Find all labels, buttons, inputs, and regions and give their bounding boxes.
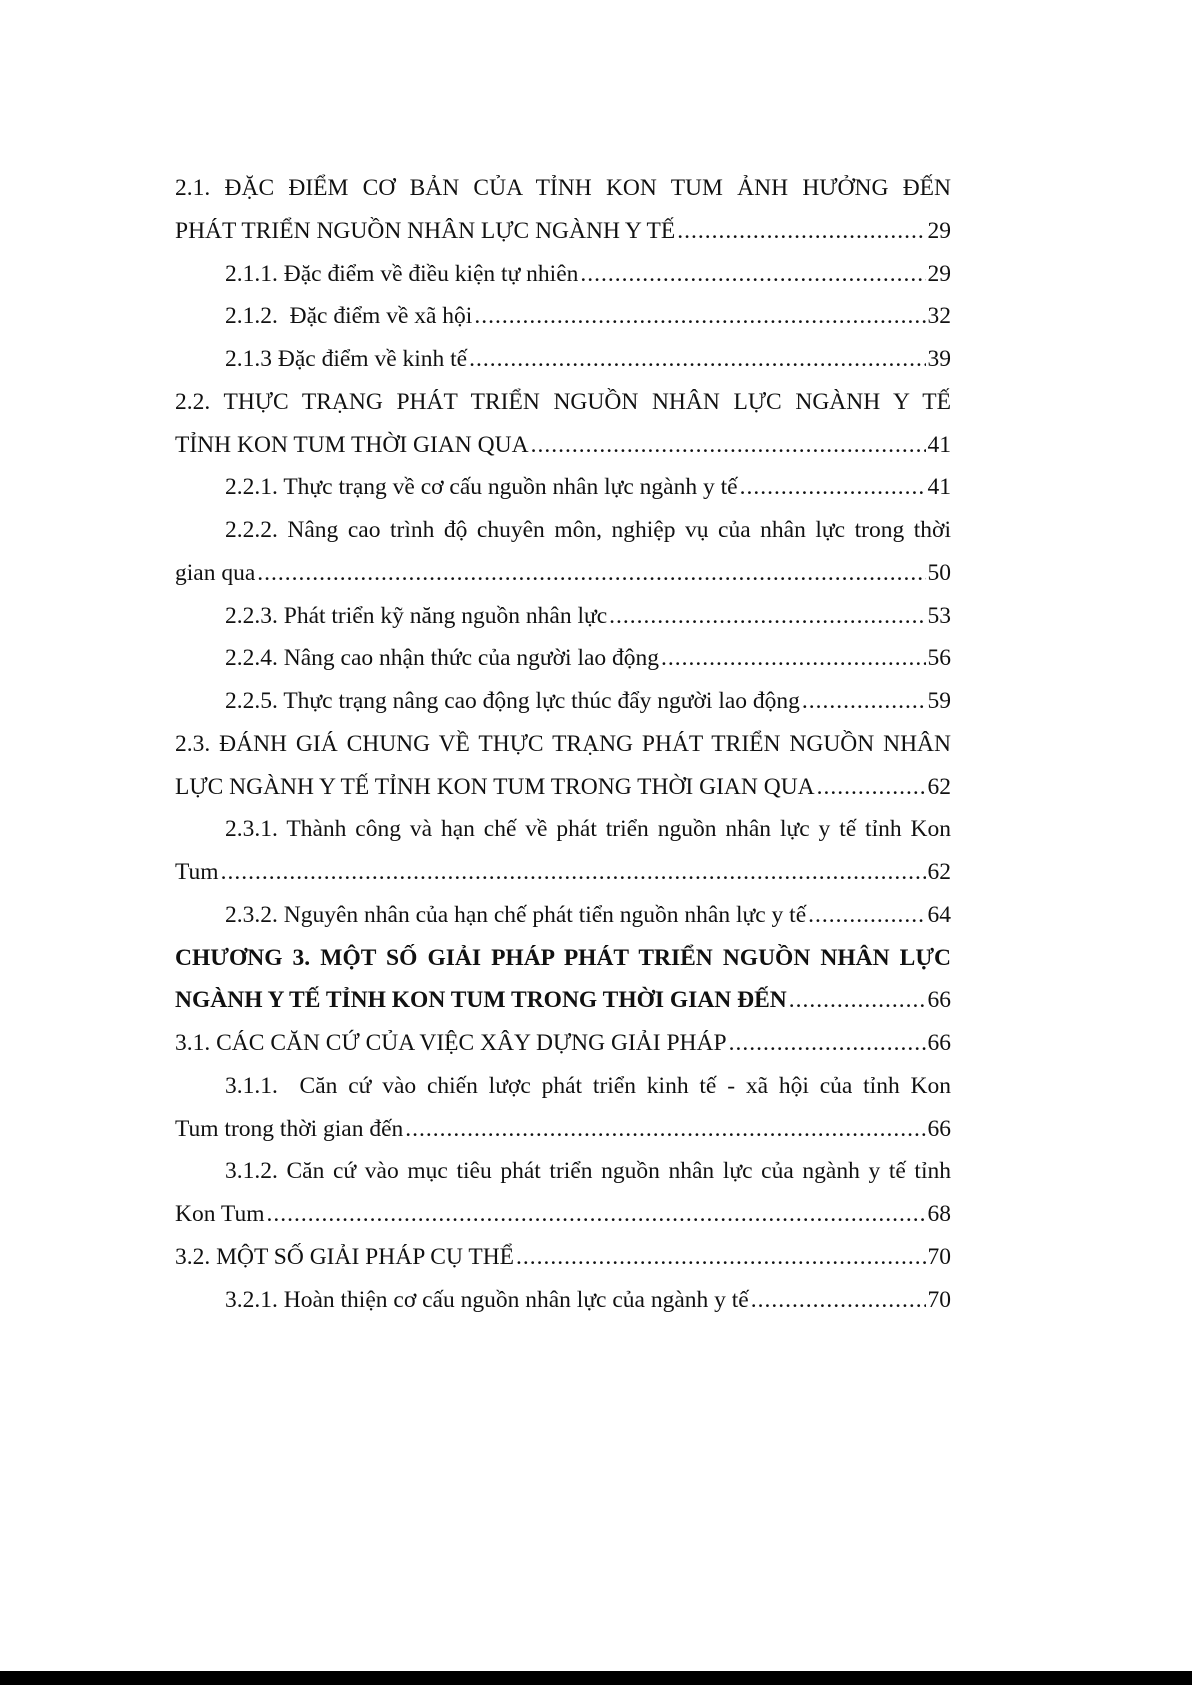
toc-entry-title: 2.2.5. Thực trạng nâng cao động lực thúc đẩy người lao động xyxy=(225,688,800,714)
toc-entry-title: 2.2.3. Phát triển kỹ năng nguồn nhân lực xyxy=(225,602,608,629)
dot-leader xyxy=(257,552,925,595)
toc-page-number: 66 xyxy=(927,1115,951,1142)
dot-leader xyxy=(661,637,925,680)
toc-entry-2-3-1-line1: 2.3.1. Thành công và hạn chế về phát triển nguồn nhân lực y tế tỉnh Kon xyxy=(225,816,951,843)
toc-entry-chapter-3-line1: CHƯƠNG 3. MỘT SỐ GIẢI PHÁP PHÁT TRIỂN NGUỒN NHÂN LỰC xyxy=(175,944,951,971)
dot-leader xyxy=(531,424,926,467)
toc-page-number: 70 xyxy=(927,1243,951,1270)
toc-entry-2-2-3[interactable] xyxy=(175,595,951,638)
dot-leader xyxy=(405,1108,925,1151)
toc-entry-3-2[interactable] xyxy=(175,1236,951,1279)
toc-entry-title: Kon Tum xyxy=(175,1201,265,1227)
toc-entry-2-2-2[interactable] xyxy=(175,552,951,595)
toc-entry-2-2-4[interactable] xyxy=(175,637,951,680)
toc-entry-title: 2.1.2. Đặc điểm về xã hội xyxy=(225,303,473,330)
toc-entry-2-2[interactable] xyxy=(175,424,951,467)
dot-leader xyxy=(516,1236,925,1279)
toc-entry-title: NGÀNH Y TẾ TỈNH KON TUM TRONG THỜI GIAN ĐẾN xyxy=(175,987,787,1014)
toc-entry-title: Tum xyxy=(175,859,219,885)
dot-leader xyxy=(677,210,925,253)
toc-entry-title: 2.2.4. Nâng cao nhận thức của người lao động xyxy=(225,645,660,672)
toc-entry-2-3-2[interactable] xyxy=(175,894,951,937)
toc-entry-title: PHÁT TRIỂN NGUỒN NHÂN LỰC NGÀNH Y TẾ xyxy=(175,217,676,244)
toc-page-number: 50 xyxy=(927,559,951,586)
table-of-contents xyxy=(175,167,951,1321)
toc-entry-2-3-1[interactable] xyxy=(175,851,951,894)
toc-page-number: 62 xyxy=(927,773,951,800)
toc-entry-2-1-1[interactable] xyxy=(175,253,951,296)
dot-leader xyxy=(808,894,925,937)
toc-page-number: 41 xyxy=(927,431,951,458)
toc-entry-3-1-1-line1: 3.1.1. Căn cứ vào chiến lược phát triển kinh tế - xã hội của tỉnh Kon xyxy=(225,1072,951,1099)
toc-entry-3-2-1[interactable] xyxy=(175,1279,951,1322)
toc-entry-title: 2.1.1. Đặc điểm về điều kiện tự nhiên xyxy=(225,260,579,287)
dot-leader xyxy=(740,466,926,509)
toc-entry-2-2-5[interactable] xyxy=(175,680,951,723)
dot-leader xyxy=(474,295,925,338)
toc-page-number: 70 xyxy=(927,1286,951,1313)
dot-leader xyxy=(729,1022,926,1065)
dot-leader xyxy=(802,680,926,723)
toc-entry-title: 3.2.1. Hoàn thiện cơ cấu nguồn nhân lực của ngành y tế xyxy=(225,1286,749,1313)
toc-page-number: 62 xyxy=(927,859,951,885)
dot-leader xyxy=(751,1279,926,1322)
toc-entry-title: 2.2.1. Thực trạng về cơ cấu nguồn nhân lực ngành y tế xyxy=(225,474,738,501)
dot-leader xyxy=(817,766,926,809)
toc-entry-title: TỈNH KON TUM THỜI GIAN QUA xyxy=(175,431,529,458)
toc-page-number: 29 xyxy=(927,217,951,244)
bottom-edge-bar xyxy=(0,1671,1192,1685)
toc-page-number: 59 xyxy=(927,688,951,714)
toc-entry-title: LỰC NGÀNH Y TẾ TỈNH KON TUM TRONG THỜI GIAN QUA xyxy=(175,773,815,800)
toc-entry-title: Tum trong thời gian đến xyxy=(175,1115,404,1142)
toc-page-number: 29 xyxy=(927,260,951,287)
dot-leader xyxy=(221,851,926,894)
toc-entry-2-1[interactable] xyxy=(175,210,951,253)
toc-entry-title: 3.2. MỘT SỐ GIẢI PHÁP CỤ THỂ xyxy=(175,1243,515,1270)
toc-entry-2-2-line1: 2.2. THỰC TRẠNG PHÁT TRIỂN NGUỒN NHÂN LỰC NGÀNH Y TẾ xyxy=(175,388,951,415)
toc-entry-2-3[interactable] xyxy=(175,766,951,809)
toc-entry-2-1-3[interactable] xyxy=(175,338,951,381)
toc-page-number: 68 xyxy=(927,1201,951,1227)
toc-entry-title: gian qua xyxy=(175,559,256,586)
toc-entry-2-2-1[interactable] xyxy=(175,466,951,509)
toc-entry-chapter-3[interactable] xyxy=(175,979,951,1022)
toc-page-number: 39 xyxy=(927,346,951,372)
toc-entry-2-1-2[interactable] xyxy=(175,295,951,338)
toc-page-number: 66 xyxy=(927,987,951,1014)
toc-entry-3-1-1[interactable] xyxy=(175,1108,951,1151)
toc-page-number: 66 xyxy=(927,1030,951,1056)
toc-entry-2-3-line1: 2.3. ĐÁNH GIÁ CHUNG VỀ THỰC TRẠNG PHÁT TRIỂN NGUỒN NHÂN xyxy=(175,730,951,757)
toc-entry-3-1-2-line1: 3.1.2. Căn cứ vào mục tiêu phát triển nguồn nhân lực của ngành y tế tỉnh xyxy=(225,1158,951,1185)
toc-page-number: 64 xyxy=(927,901,951,928)
toc-entry-title: 3.1. CÁC CĂN CỨ CỦA VIỆC XÂY DỰNG GIẢI PHÁP xyxy=(175,1030,727,1056)
toc-page-number: 53 xyxy=(927,602,951,629)
toc-entry-2-1-line1: 2.1. ĐẶC ĐIỂM CƠ BẢN CỦA TỈNH KON TUM ẢNH HƯỞNG ĐẾN xyxy=(175,175,951,201)
dot-leader xyxy=(580,253,925,296)
toc-entry-3-1-2[interactable] xyxy=(175,1193,951,1236)
toc-page-number: 41 xyxy=(927,474,951,501)
toc-entry-3-1[interactable] xyxy=(175,1022,951,1065)
dot-leader xyxy=(469,338,925,381)
toc-page-number: 32 xyxy=(927,303,951,330)
dot-leader xyxy=(609,595,925,638)
toc-entry-title: 2.3.2. Nguyên nhân của hạn chế phát tiển nguồn nhân lực y tế xyxy=(225,901,807,928)
toc-page-number: 56 xyxy=(927,645,951,672)
dot-leader xyxy=(266,1193,925,1236)
dot-leader xyxy=(789,979,926,1022)
toc-entry-title: 2.1.3 Đặc điểm về kinh tế xyxy=(225,346,468,372)
toc-entry-2-2-2-line1: 2.2.2. Nâng cao trình độ chuyên môn, nghiệp vụ của nhân lực trong thời xyxy=(225,517,951,543)
